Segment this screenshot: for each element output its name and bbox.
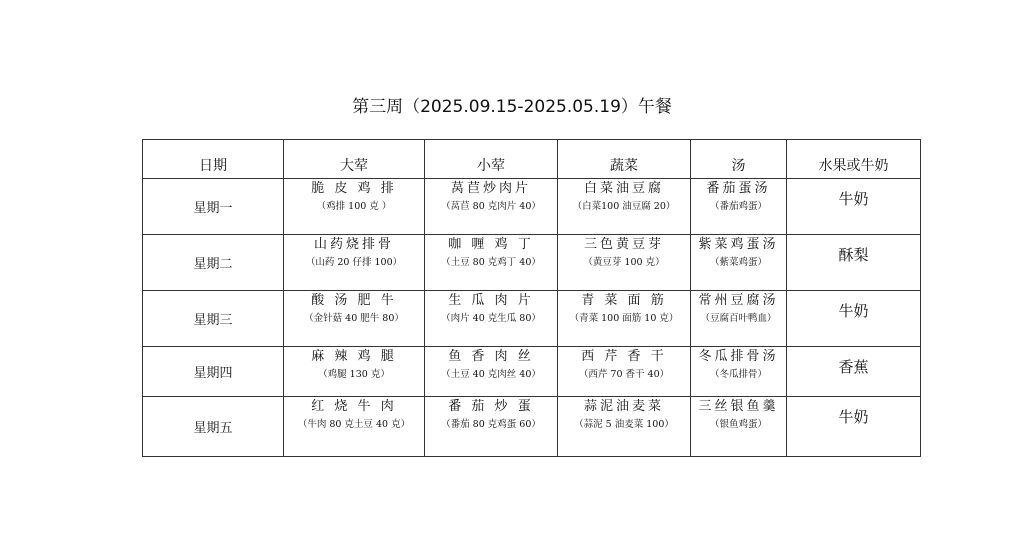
dish-name: 酸 汤 肥 牛 [311, 293, 397, 308]
dish-name: 常州豆腐汤 [698, 293, 779, 308]
header-main-meat: 大荤 [284, 140, 425, 179]
soup-cell [691, 347, 787, 397]
vegetable-cell [558, 347, 691, 397]
dish-detail: （土豆 40 克肉丝 40） [441, 369, 541, 380]
dish-name: 白菜油豆腐 [583, 181, 664, 196]
side-dish-cell [425, 347, 558, 397]
dish-detail: （土豆 80 克鸡丁 40） [441, 257, 541, 268]
main-dish-cell [284, 397, 425, 457]
fruit-cell [787, 347, 921, 397]
vegetable-cell [558, 235, 691, 291]
header-date: 日期 [143, 140, 284, 179]
dish-detail: （白菜100 油豆腐 20） [572, 201, 676, 212]
dish-name: 冬瓜排骨汤 [698, 349, 779, 364]
day-cell: 星期二 [143, 235, 284, 291]
soup-cell [691, 397, 787, 457]
soup-cell [691, 179, 787, 235]
table-row [143, 347, 921, 397]
side-dish-cell [425, 397, 558, 457]
lunch-menu-table [142, 139, 921, 457]
dish-name: 三色黄豆芽 [583, 237, 664, 252]
fruit-name: 酥梨 [838, 246, 869, 264]
dish-detail: （冬瓜排骨） [709, 369, 767, 380]
dish-name: 麻 辣 鸡 腿 [311, 349, 397, 364]
fruit-name: 牛奶 [838, 302, 869, 320]
dish-name: 番茄蛋汤 [706, 181, 771, 196]
fruit-name: 牛奶 [838, 190, 869, 208]
main-dish-cell [284, 179, 425, 235]
fruit-name: 牛奶 [838, 408, 869, 426]
dish-name: 生 瓜 肉 片 [448, 293, 534, 308]
table-row [143, 179, 921, 235]
side-dish-cell [425, 235, 558, 291]
dish-name: 鱼 香 肉 丝 [448, 349, 534, 364]
main-dish-cell [284, 235, 425, 291]
dish-name: 脆 皮 鸡 排 [311, 181, 397, 196]
dish-detail: （金针菇 40 肥牛 80） [304, 313, 404, 324]
dish-detail: （青菜 100 面筋 10 克） [569, 313, 679, 324]
header-vegetable: 蔬菜 [558, 140, 691, 179]
table-row [143, 397, 921, 457]
dish-detail: （山药 20 仔排 100） [305, 257, 403, 268]
main-dish-cell [284, 291, 425, 347]
table-header-row [143, 140, 921, 179]
dish-detail: （黄豆芽 100 克） [583, 257, 665, 268]
fruit-cell [787, 179, 921, 235]
dish-detail: （番茄鸡蛋） [709, 201, 767, 212]
dish-detail: （银鱼鸡蛋） [709, 419, 767, 430]
dish-detail: （豆腐百叶鸭血） [700, 313, 777, 324]
dish-name: 三丝银鱼羹 [698, 399, 779, 414]
dish-detail: （西芹 70 香干 40） [578, 369, 670, 380]
day-cell: 星期五 [143, 397, 284, 457]
dish-name: 西 芹 香 干 [581, 349, 667, 364]
side-dish-cell [425, 179, 558, 235]
vegetable-cell [558, 397, 691, 457]
fruit-name: 香蕉 [838, 358, 869, 376]
vegetable-cell [558, 179, 691, 235]
soup-cell [691, 291, 787, 347]
day-cell: 星期四 [143, 347, 284, 397]
soup-cell [691, 235, 787, 291]
vegetable-cell [558, 291, 691, 347]
header-fruit-or-milk: 水果或牛奶 [787, 140, 921, 179]
dish-detail: （肉片 40 克生瓜 80） [441, 313, 541, 324]
dish-name: 咖 喱 鸡 丁 [448, 237, 534, 252]
day-cell: 星期三 [143, 291, 284, 347]
dish-name: 山药烧排骨 [313, 237, 394, 252]
dish-name: 番 茄 炒 蛋 [448, 399, 534, 414]
main-dish-cell [284, 347, 425, 397]
dish-name: 蒜泥油麦菜 [583, 399, 664, 414]
fruit-cell [787, 397, 921, 457]
page-title: 第三周（2025.09.15-2025.05.19）午餐 [352, 97, 672, 117]
dish-name: 莴苣炒肉片 [450, 181, 531, 196]
dish-detail: （莴苣 80 克肉片 40） [441, 201, 541, 212]
dish-name: 青 菜 面 筋 [581, 293, 667, 308]
header-side-meat: 小荤 [425, 140, 558, 179]
day-cell: 星期一 [143, 179, 284, 235]
table-row [143, 291, 921, 347]
table-row [143, 235, 921, 291]
side-dish-cell [425, 291, 558, 347]
dish-detail: （鸡腿 130 克） [318, 369, 390, 380]
fruit-cell [787, 235, 921, 291]
dish-name: 红 烧 牛 肉 [311, 399, 397, 414]
dish-detail: （紫菜鸡蛋） [709, 257, 767, 268]
header-soup: 汤 [691, 140, 787, 179]
dish-detail: （蒜泥 5 油麦菜 100） [574, 419, 674, 430]
fruit-cell [787, 291, 921, 347]
dish-name: 紫菜鸡蛋汤 [698, 237, 779, 252]
dish-detail: （牛肉 80 克土豆 40 克） [297, 419, 411, 430]
dish-detail: （鸡排 100 克 ） [316, 201, 392, 212]
dish-detail: （番茄 80 克鸡蛋 60） [441, 419, 541, 430]
